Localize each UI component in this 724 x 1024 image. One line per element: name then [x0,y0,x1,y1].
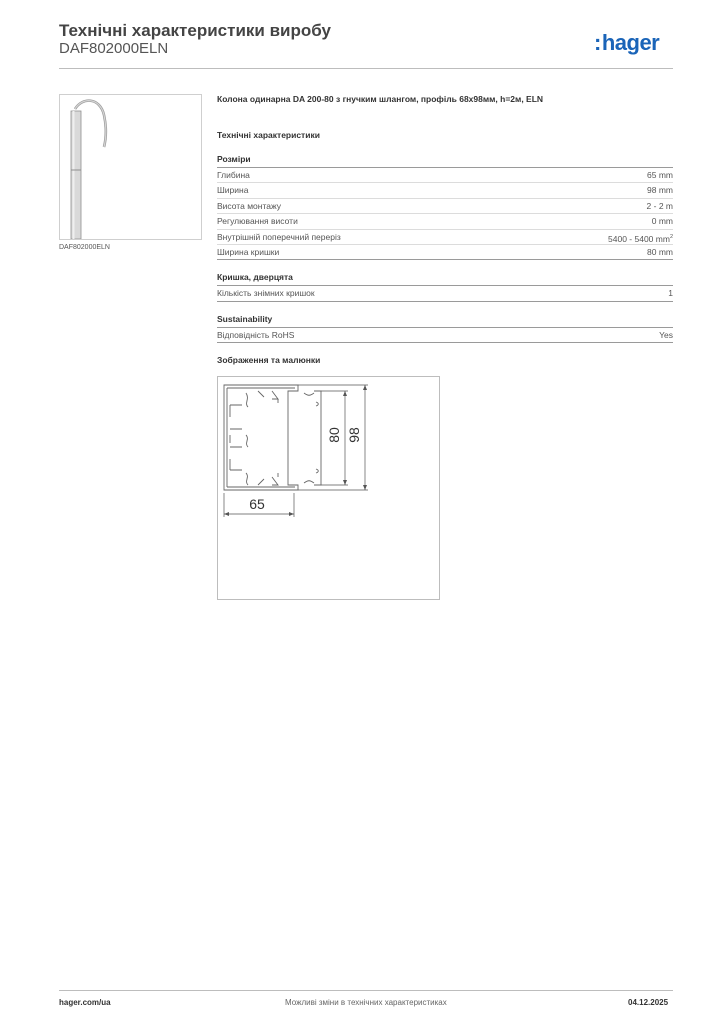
column-image [60,95,201,239]
spec-row [217,230,673,245]
spec-group-sustainability [217,314,673,343]
spec-row [217,183,673,198]
spec-value: Yes [659,329,673,340]
dim-depth-label: 65 [249,496,265,512]
hager-logo: :hager [594,30,660,55]
page-title: Технічні характеристики виробу [59,21,331,40]
spec-label: Ширина кришки [217,246,280,257]
spec-label: Ширина [217,185,249,196]
tech-heading: Технічні характеристики [217,130,320,140]
profile-drawing [218,377,439,599]
spec-row [217,328,673,343]
spec-content [217,94,673,365]
spec-value-wrap [608,230,673,244]
logo-text: hager [601,30,660,55]
spec-row [217,214,673,229]
footer-note: Можливі зміни в технічних характеристиках [285,998,447,1007]
spec-label: Висота монтажу [217,200,282,211]
spec-value: 2 - 2 m [646,200,673,211]
spec-group-cover [217,272,673,301]
spec-value: 5400 - 5400 mm [608,233,670,244]
spec-row [217,245,673,260]
spec-value: 80 mm [647,246,673,257]
spec-row [217,168,673,183]
spec-value: 98 mm [647,185,673,196]
spec-label: Внутрішній поперечний переріз [217,231,341,242]
images-heading: Зображення та малюнки [217,355,321,366]
spec-label: Регулювання висоти [217,216,298,227]
product-code: DAF802000ELN [59,40,169,57]
spec-label: Глибина [217,170,250,180]
spec-value: 1 [668,288,673,299]
product-photo [59,94,202,240]
spec-value: 65 mm [647,170,673,180]
product-title: Колона одинарна DA 200-80 з гнучким шлангом, профіль 68x98мм, h=2м, ELN [217,94,544,104]
spec-row [217,286,673,301]
group-heading: Кришка, дверцята [217,272,673,286]
spec-label: Відповідність RoHS [217,329,295,340]
spec-value: 0 mm [651,216,673,227]
spec-value-sup: 2 [669,233,673,240]
spec-group-dimensions [217,154,673,260]
photo-caption: DAF802000ELN [59,244,110,251]
spec-label: Кількість знімних кришок [217,288,315,299]
header-divider [59,68,673,69]
spec-row [217,199,673,214]
group-heading: Розміри [217,154,673,168]
footer-divider [59,990,673,991]
footer-date: 04.12.2025 [628,998,669,1007]
dim-cover-label: 80 [326,427,342,443]
footer-site: hager.com/ua [59,998,111,1007]
group-heading: Sustainability [217,314,673,328]
technical-drawing [217,376,440,600]
dim-width-label: 98 [346,427,362,443]
